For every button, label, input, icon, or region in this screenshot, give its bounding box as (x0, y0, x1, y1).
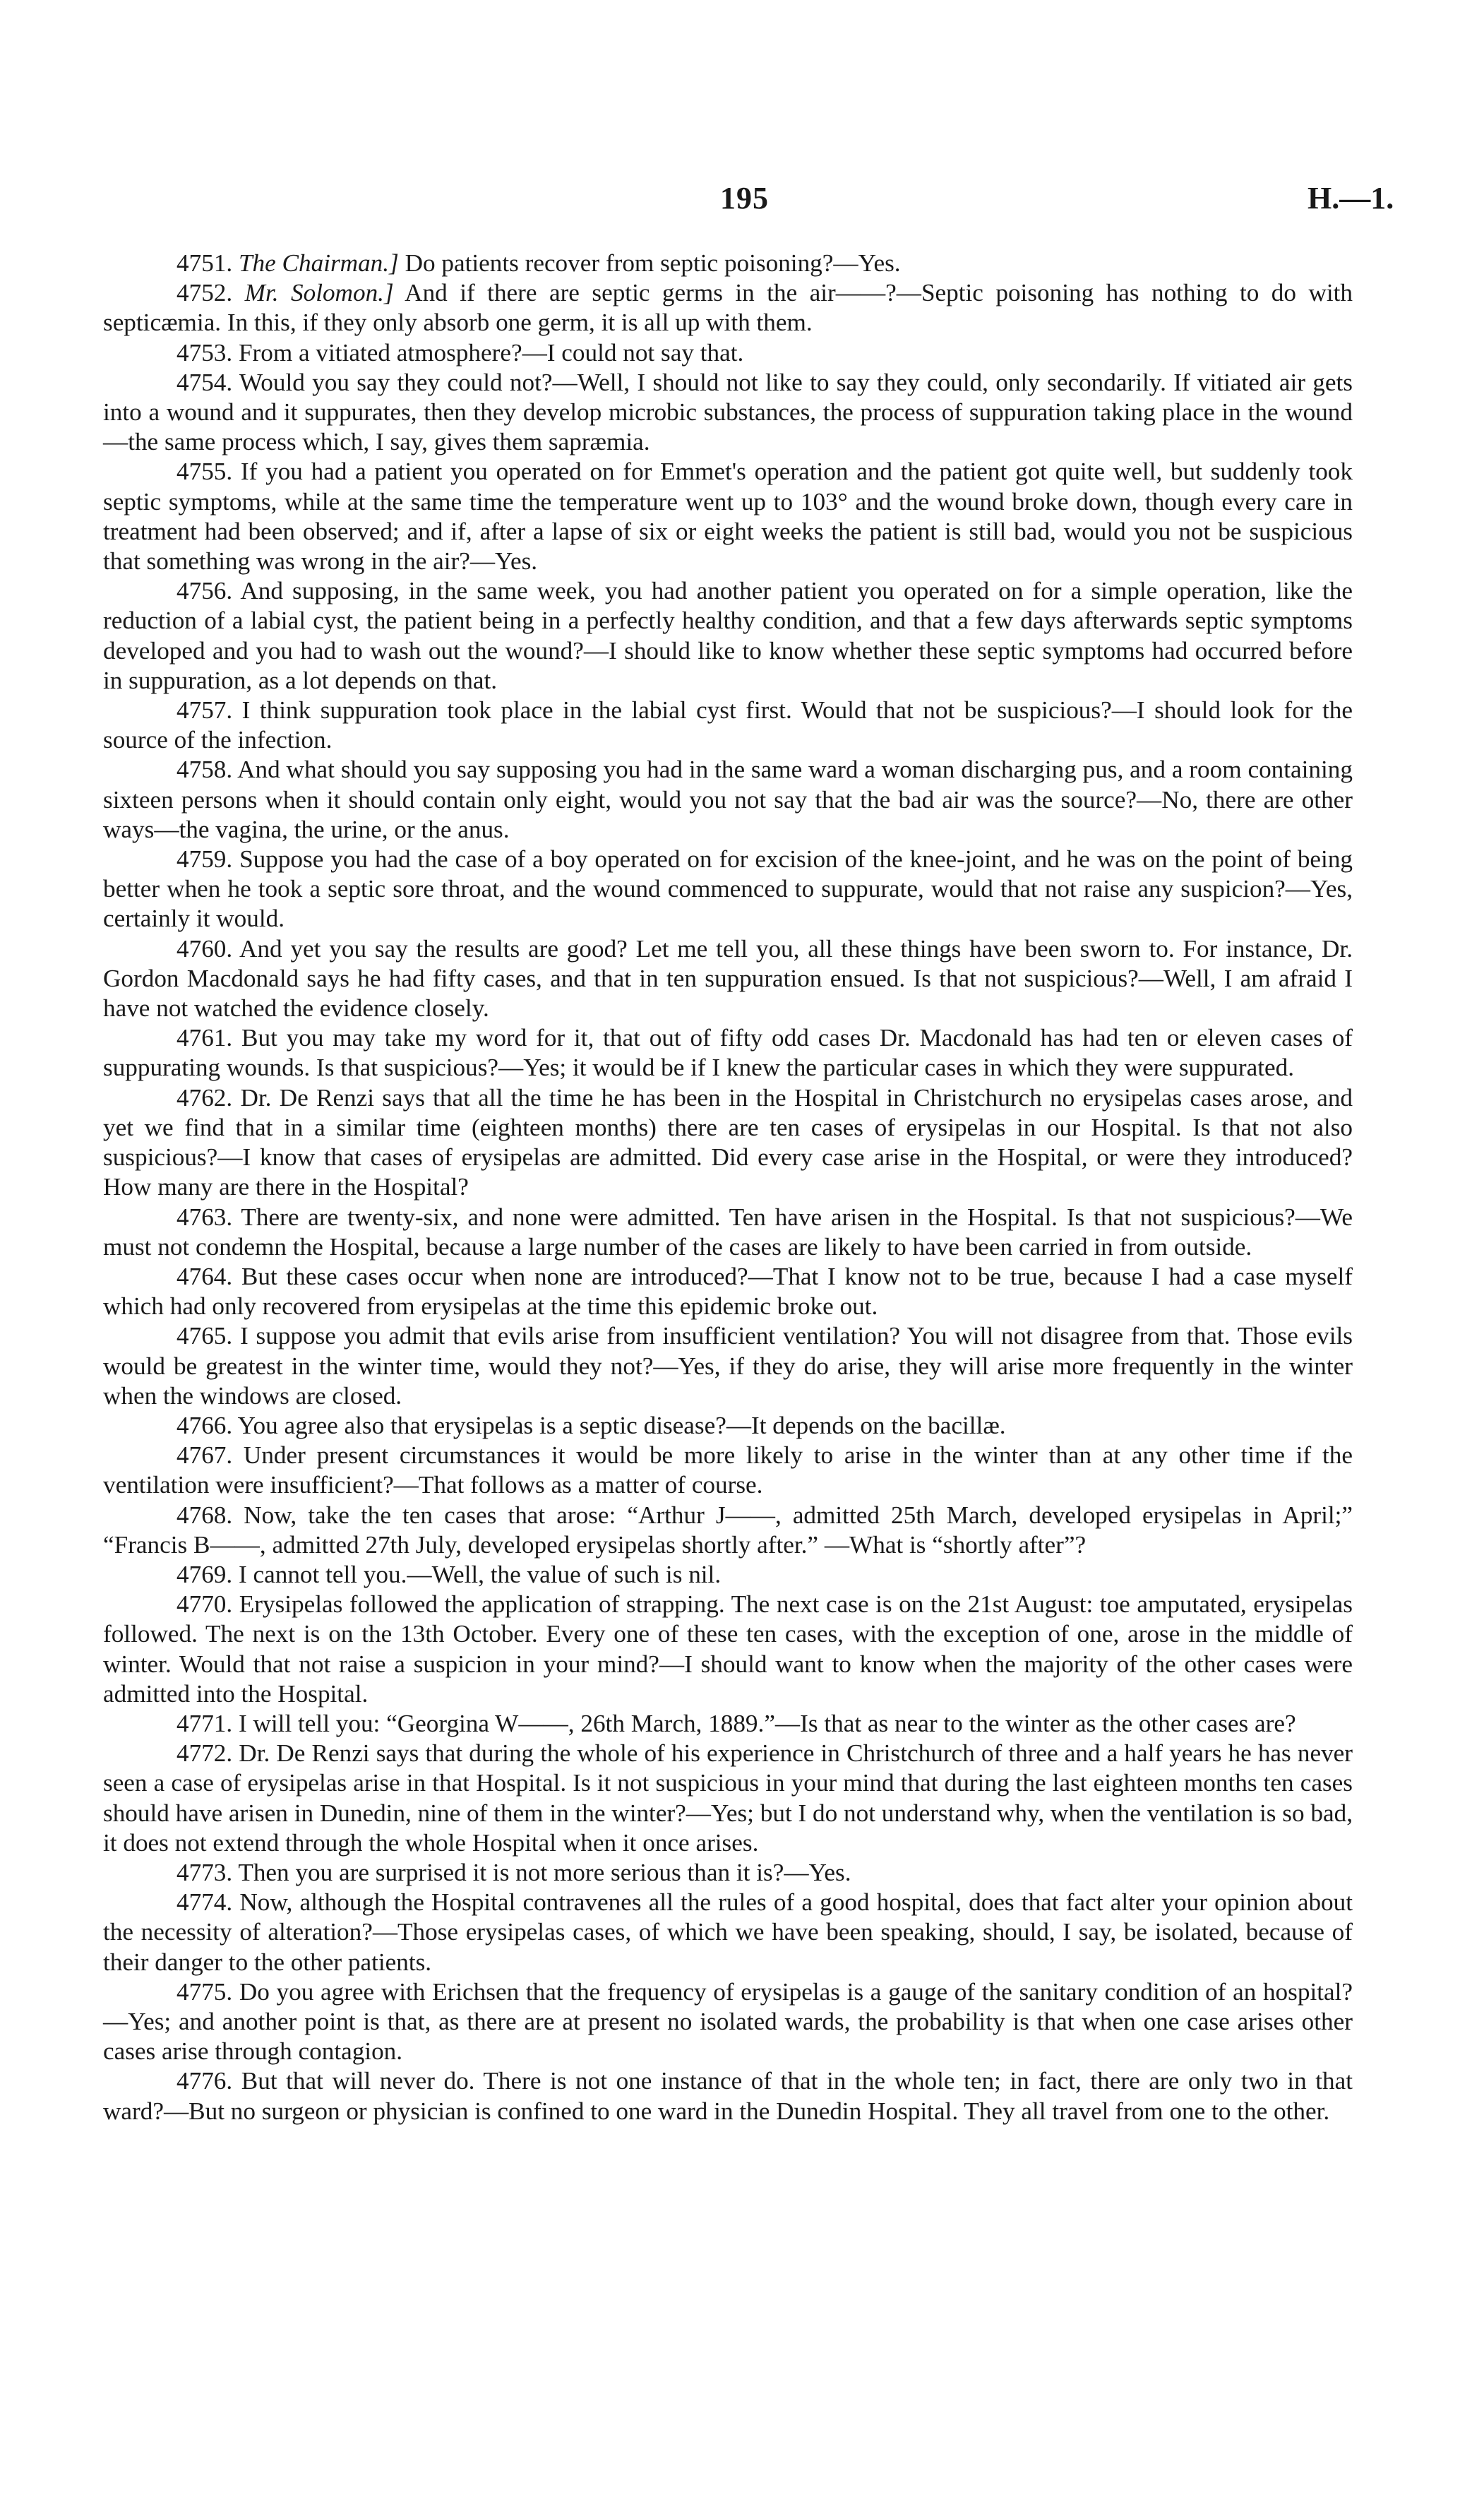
paragraph-text: Then you are surprised it is not more serious than it is?—Yes. (238, 1858, 851, 1886)
question-paragraph (103, 1888, 1353, 1977)
question-number: 4766. (176, 1411, 233, 1439)
question-paragraph (103, 1501, 1353, 1560)
paragraph-text: I will tell you: “Georgina W——, 26th March, 1889.”—Is that as near to the winter as the other cases are? (238, 1709, 1296, 1737)
question-number: 4775. (176, 1977, 233, 2006)
question-paragraph (103, 576, 1353, 696)
paragraph-text: But you may take my word for it, that out of fifty odd cases Dr. Macdonald has had ten or eleven cases of suppurating wounds. Is that suspicious?—Yes; it would be if I knew the particular cases in which they were suppurated. (103, 1024, 1353, 1082)
paragraph-text: And what should you say supposing you had in the same ward a woman discharging pus, and a room containing sixteen persons when it should contain only eight, would you not say that the bad air was the source?—No, there are other ways—the vagina, the urine, or the anus. (103, 756, 1353, 843)
paragraph-text: Under present circumstances it would be more likely to arise in the winter than at any other time if the ventilation were insufficient?—That follows as a matter of course. (103, 1441, 1353, 1499)
question-paragraph (103, 1411, 1353, 1441)
question-number: 4763. (176, 1203, 233, 1231)
question-paragraph (103, 1709, 1353, 1739)
question-number: 4774. (176, 1888, 233, 1917)
paragraph-text: But these cases occur when none are introduced?—That I know not to be true, because I had a case myself which had only recovered from erysipelas at the time this epidemic broke out. (103, 1262, 1353, 1321)
question-number: 4757. (176, 696, 233, 725)
question-number: 4751. (176, 249, 233, 277)
paragraph-text: Now, although the Hospital contravenes all the rules of a good hospital, does that fact alter your opinion about the necessity of alteration?—Those erysipelas cases, of which we have been speaking, should, I say, be isolated, because of their danger to the other patients. (103, 1888, 1353, 1976)
question-paragraph (103, 1441, 1353, 1500)
paragraph-text: But that will never do. There is not one instance of that in the whole ten; in fact, there are only two in that ward?—But no surgeon or physician is confined to one ward in the Dunedin Hospital. They all travel from one to the other. (103, 2067, 1353, 2125)
document-code: H.—1. (1308, 181, 1394, 215)
question-number: 4764. (176, 1262, 233, 1290)
question-number: 4761. (176, 1024, 233, 1052)
question-paragraph (103, 934, 1353, 1024)
paragraph-text: Suppose you had the case of a boy operated on for excision of the knee-joint, and he was on the point of being better when he took a septic sore throat, and the wound commenced to suppurate, would that not raise any suspicion?—Yes, certainly it would. (103, 845, 1353, 933)
question-number: 4755. (176, 458, 233, 486)
question-paragraph (103, 338, 1353, 368)
paragraph-text: I cannot tell you.—Well, the value of such is nil. (238, 1560, 722, 1588)
paragraph-text: Dr. De Renzi says that all the time he has been in the Hospital in Christchurch no erysipelas cases arose, and yet we find that in a similar time (eighteen months) there are ten cases of erysipelas in our Hospital. Is that not also suspicious?—I know that cases of erysipelas are admitted. Did every case arise in the Hospital, or were they introduced? How many are there in the Hospital? (103, 1083, 1353, 1201)
question-paragraph (103, 1590, 1353, 1709)
page-number: 195 (720, 181, 769, 215)
question-number: 4760. (176, 934, 233, 963)
question-number: 4767. (176, 1441, 233, 1470)
question-paragraph (103, 1083, 1353, 1203)
question-number: 4772. (176, 1739, 233, 1768)
question-paragraph (103, 1739, 1353, 1858)
question-number: 4773. (176, 1858, 233, 1886)
paragraph-text: Do patients recover from septic poisoning?—Yes. (398, 249, 901, 277)
question-paragraph (103, 1262, 1353, 1321)
question-number: 4759. (176, 845, 233, 874)
question-number: 4752. (176, 279, 233, 307)
question-number: 4754. (176, 368, 233, 396)
question-number: 4753. (176, 338, 233, 367)
question-number: 4758. (176, 756, 233, 784)
question-paragraph (103, 2066, 1353, 2126)
question-paragraph (103, 1858, 1353, 1888)
paragraph-text: You agree also that erysipelas is a septic disease?—It depends on the bacillæ. (237, 1411, 1006, 1439)
question-number: 4762. (176, 1083, 233, 1112)
paragraph-text: And if there are septic germs in the air——?—Septic poisoning has nothing to do with septicæmia. In this, if they only absorb one germ, it is all up with them. (103, 279, 1353, 337)
page-header (0, 180, 1484, 222)
question-paragraph (103, 1977, 1353, 2067)
paragraph-text: From a vitiated atmosphere?—I could not say that. (238, 338, 744, 367)
paragraph-text: I suppose you admit that evils arise from insufficient ventilation? You will not disagree from that. Those evils would be greatest in the winter time, would they not?—Yes, if they do arise, they will arise more frequently in the winter when the windows are closed. (103, 1322, 1353, 1410)
question-paragraph (103, 368, 1353, 458)
paragraph-text: There are twenty-six, and none were admitted. Ten have arisen in the Hospital. Is that not suspicious?—We must not condemn the Hospital, because a large number of the cases are likely to have been carried in from outside. (103, 1203, 1353, 1261)
question-number: 4769. (176, 1560, 233, 1588)
evidence-transcript (103, 249, 1353, 2126)
paragraph-text: And supposing, in the same week, you had another patient you operated on for a simple operation, like the reduction of a labial cyst, the patient being in a perfectly healthy condition, and that a few days afterwards septic symptoms developed and you had to wash out the wound?—I should like to know whether these septic symptoms had occurred before in suppuration, as a lot depends on that. (103, 577, 1353, 694)
speaker-label: The Chairman.] (238, 249, 399, 277)
question-paragraph (103, 845, 1353, 934)
question-paragraph (103, 1203, 1353, 1262)
question-number: 4770. (176, 1590, 233, 1619)
question-paragraph (103, 457, 1353, 576)
paragraph-text: If you had a patient you operated on for Emmet's operation and the patient got quite well, but suddenly took septic symptoms, while at the same time the temperature went up to 103° and the wound broke down, though every care in treatment had been observed; and if, after a lapse of six or eight weeks the patient is still bad, would you not be suspicious that something was wrong in the air?—Yes. (103, 458, 1353, 576)
question-paragraph (103, 1321, 1353, 1411)
paragraph-text: Now, take the ten cases that arose: “Arthur J——, admitted 25th March, developed erysipelas in April;” “Francis B——, admitted 27th July, developed erysipelas shortly after.” —What is “shortly after”? (103, 1501, 1353, 1559)
question-number: 4768. (176, 1501, 233, 1529)
paragraph-text: Would you say they could not?—Well, I should not like to say they could, only secondarily. If vitiated air gets into a wound and it suppurates, then they develop microbic substances, the process of suppuration taking place in the wound—the same process which, I say, gives them sapræmia. (103, 368, 1353, 456)
question-paragraph (103, 278, 1353, 338)
question-number: 4756. (176, 577, 233, 605)
speaker-label: Mr. Solomon.] (244, 279, 394, 307)
paragraph-text: Do you agree with Erichsen that the frequency of erysipelas is a gauge of the sanitary condition of an hospital?—Yes; and another point is that, as there are at present no isolated wards, the probability is that when one case arises other cases arise through contagion. (103, 1977, 1353, 2066)
paragraph-text: Erysipelas followed the application of strapping. The next case is on the 21st August: toe amputated, erysipelas followed. The next is on the 13th October. Every one of these ten cases, with the exception of one, arose in the middle of winter. Would that not raise a suspicion in your mind?—I should want to know when the majority of the other cases were admitted into the Hospital. (103, 1590, 1353, 1708)
question-paragraph (103, 1023, 1353, 1083)
question-paragraph (103, 696, 1353, 755)
paragraph-text: I think suppuration took place in the labial cyst first. Would that not be suspicious?—I should look for the source of the infection. (103, 696, 1353, 754)
question-paragraph (103, 1560, 1353, 1590)
question-paragraph (103, 249, 1353, 278)
question-number: 4776. (176, 2067, 233, 2095)
question-number: 4771. (176, 1709, 233, 1737)
question-number: 4765. (176, 1322, 233, 1350)
question-paragraph (103, 755, 1353, 845)
paragraph-text: And yet you say the results are good? Let me tell you, all these things have been sworn to. For instance, Dr. Gordon Macdonald says he had fifty cases, and that in ten suppuration ensued. Is that not suspicious?—Well, I am afraid I have not watched the evidence closely. (103, 934, 1353, 1023)
paragraph-text: Dr. De Renzi says that during the whole of his experience in Christchurch of three and a half years he has never seen a case of erysipelas arise in that Hospital. Is it not suspicious in your mind that during the last eighteen months ten cases should have arisen in Dunedin, nine of them in the winter?—Yes; but I do not understand why, when the ventilation is so bad, it does not extend through the whole Hospital when it once arises. (103, 1739, 1353, 1857)
